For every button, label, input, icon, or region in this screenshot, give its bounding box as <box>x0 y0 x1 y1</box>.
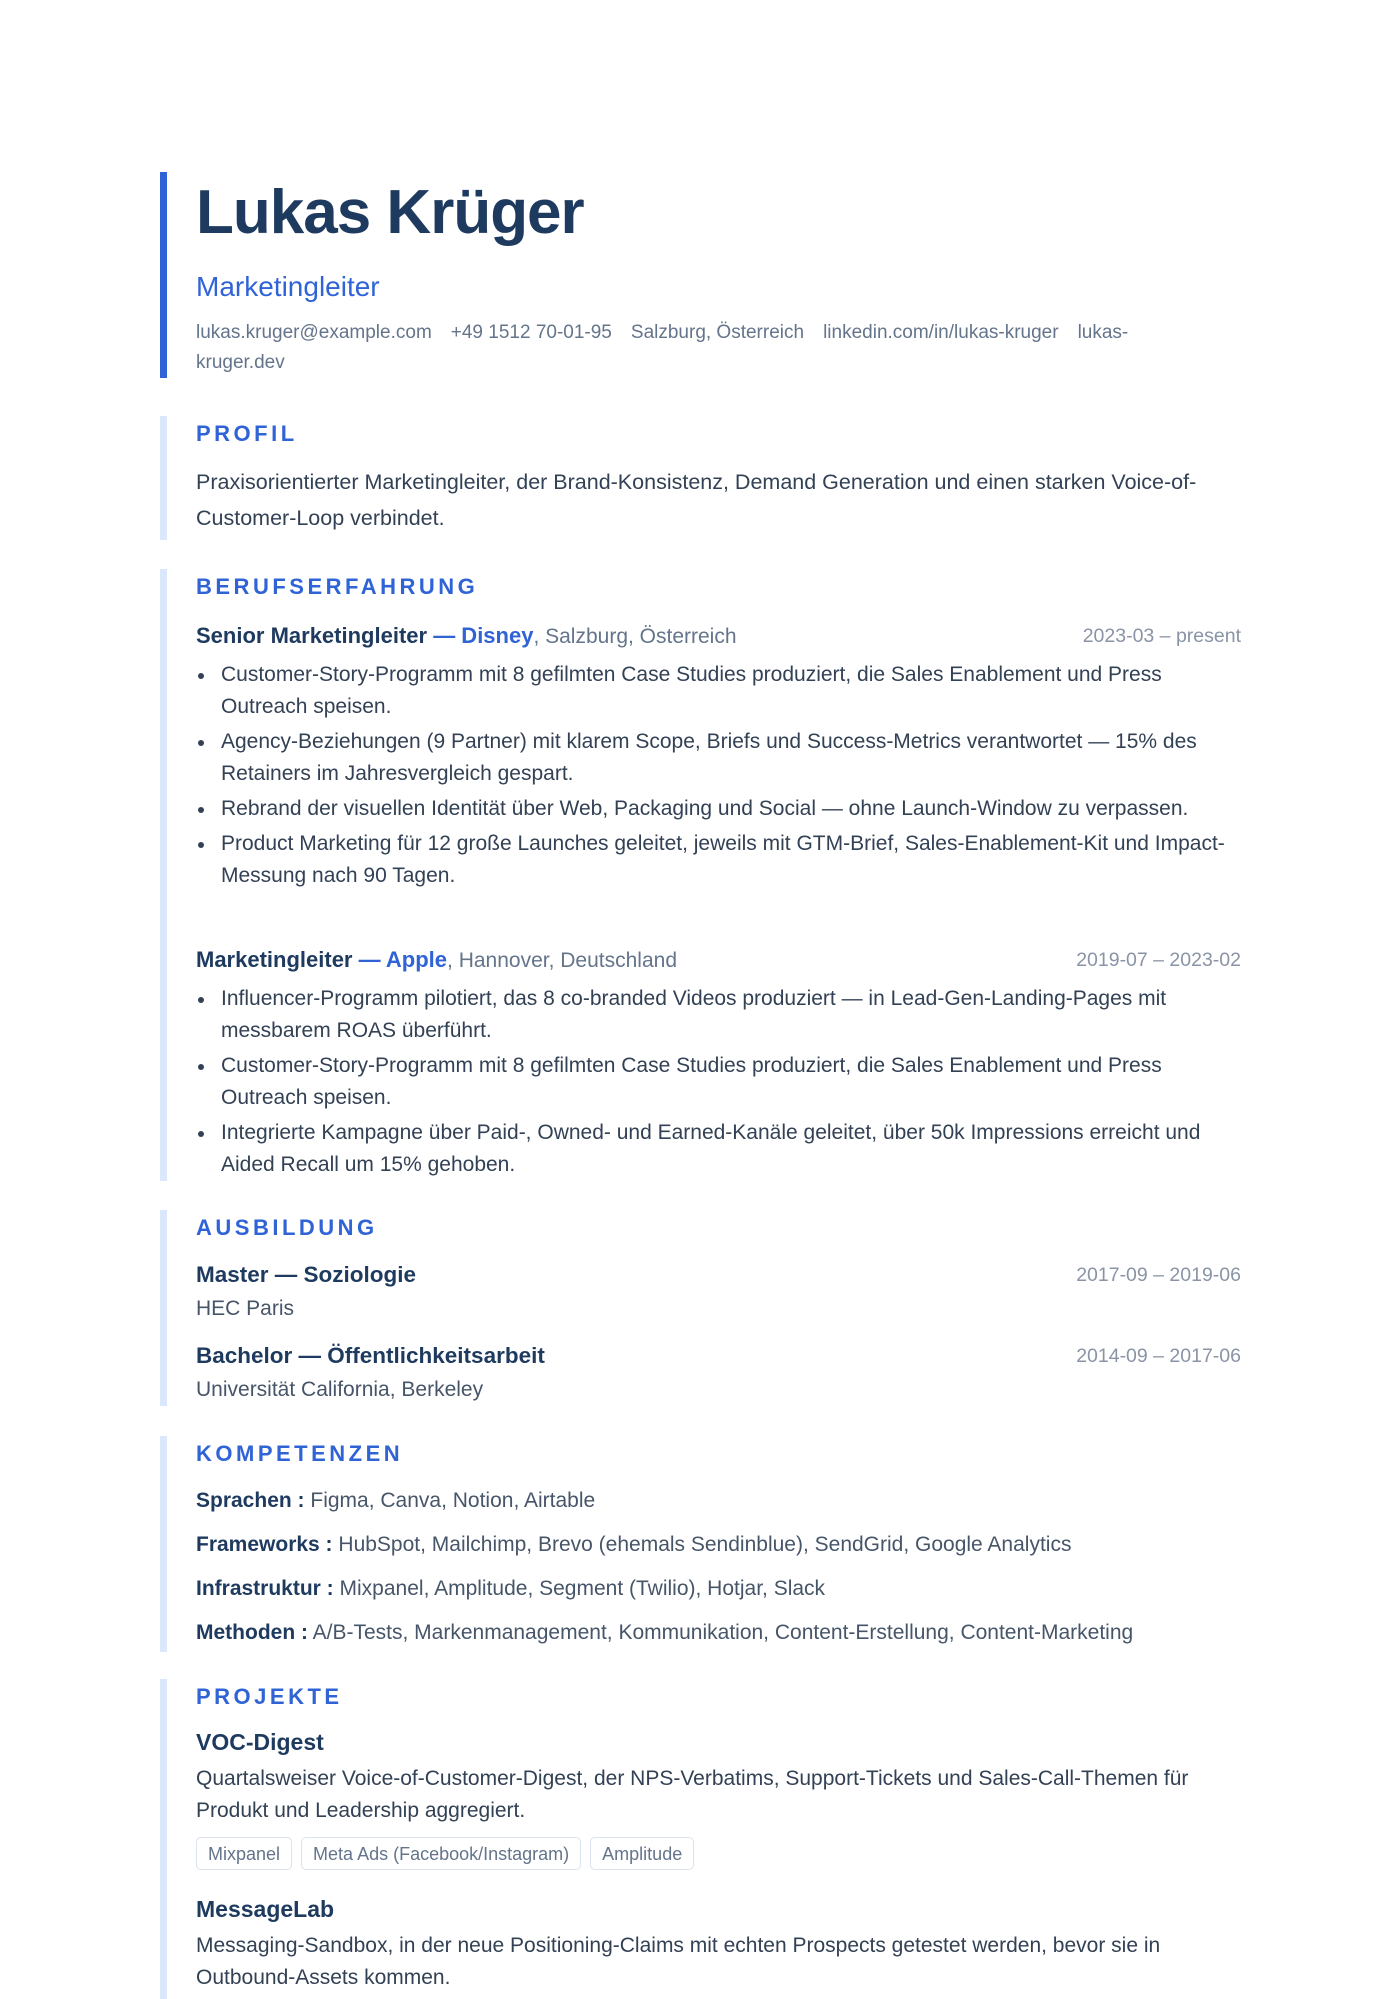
list-item: Customer-Story-Programm mit 8 gefilmten Case Studies produziert, die Sales Enablement und Press Outreach speisen. <box>196 659 1246 723</box>
education-degree: Master — Soziologie <box>196 1262 417 1287</box>
job-dates: 2023-03 – present <box>1082 625 1241 647</box>
education-school: HEC Paris <box>196 1297 295 1320</box>
skills-section <box>160 1436 1240 1652</box>
job-bullets <box>196 659 1246 895</box>
job-header <box>196 945 1241 975</box>
skill-label: Sprachen : <box>196 1489 305 1512</box>
job-bullets <box>196 983 1246 1184</box>
skill-label: Frameworks : <box>196 1533 333 1556</box>
skill-label: Infrastruktur : <box>196 1577 334 1600</box>
skill-row <box>196 1618 1133 1648</box>
tag-chip: Mixpanel <box>196 1837 292 1870</box>
contact-email[interactable]: lukas.kruger@example.com <box>196 322 432 343</box>
list-item: Integrierte Kampagne über Paid-, Owned- und Earned-Kanäle geleitet, über 50k Impressions erreicht und Aided Recall um 15% gehoben. <box>196 1117 1246 1181</box>
skill-value: Figma, Canva, Notion, Airtable <box>304 1489 596 1512</box>
contact-phone[interactable]: +49 1512 70-01-95 <box>450 322 612 343</box>
list-item: Customer-Story-Programm mit 8 gefilmten Case Studies produziert, die Sales Enablement und Press Outreach speisen. <box>196 1050 1246 1114</box>
project-tags <box>196 1837 694 1870</box>
projects-section <box>160 1679 1240 1999</box>
education-school: Universität California, Berkeley <box>196 1378 484 1401</box>
education-section <box>160 1210 1240 1406</box>
list-item: Agency-Beziehungen (9 Partner) mit klarem Scope, Briefs und Success-Metrics verantwortet — 15% des Retainers im Jahresvergleich gespart. <box>196 726 1246 790</box>
job-header <box>196 621 1241 651</box>
education-dates: 2014-09 – 2017-06 <box>1076 1345 1241 1367</box>
profile-text: Praxisorientierter Marketingleiter, der Brand-Konsistenz, Demand Generation und einen starken Voice-of-Customer-Loop verbindet. <box>196 470 1197 530</box>
resume-header <box>160 172 1129 378</box>
project-description: Quartalsweiser Voice-of-Customer-Digest, der NPS-Verbatims, Support-Tickets und Sales-Call-Themen für Produkt und Leadership aggregiert. <box>196 1767 1189 1822</box>
section-title-profile: PROFIL <box>196 421 298 446</box>
candidate-name: Lukas Krüger <box>196 178 584 247</box>
list-item: Product Marketing für 12 große Launches geleitet, jeweils mit GTM-Brief, Sales-Enablement-Kit und Impact-Messung nach 90 Tagen. <box>196 828 1246 892</box>
job-role: Marketingleiter <box>196 947 353 972</box>
job-company: — Apple <box>352 947 448 972</box>
skill-value: Mixpanel, Amplitude, Segment (Twilio), Hotjar, Slack <box>333 1577 826 1600</box>
list-item: Influencer-Programm pilotiert, das 8 co-branded Videos produziert — in Lead-Gen-Landing-Pages mit messbarem ROAS überführt. <box>196 983 1246 1047</box>
contact-website[interactable]: lukas-kruger.dev <box>196 322 1129 373</box>
experience-section <box>160 569 1240 1181</box>
skill-value: A/B-Tests, Markenmanagement, Kommunikation, Content-Erstellung, Content-Marketing <box>307 1621 1134 1644</box>
skill-row <box>196 1530 1071 1560</box>
skill-label: Methoden : <box>196 1621 308 1644</box>
skill-row <box>196 1574 825 1604</box>
job-location: , Hannover, Deutschland <box>447 949 678 972</box>
job-dates: 2019-07 – 2023-02 <box>1076 949 1241 971</box>
profile-section <box>160 416 1240 540</box>
contact-location: Salzburg, Österreich <box>630 322 805 343</box>
skill-value: HubSpot, Mailchimp, Brevo (ehemals Sendinblue), SendGrid, Google Analytics <box>332 1533 1072 1556</box>
education-dates: 2017-09 – 2019-06 <box>1076 1264 1241 1286</box>
job-company: — Disney <box>427 623 534 648</box>
job-title: Marketingleiter <box>196 271 380 302</box>
tag-chip: Amplitude <box>590 1837 694 1870</box>
section-title-experience: BERUFSERFAHRUNG <box>196 574 479 599</box>
education-item <box>196 1341 1241 1371</box>
contact-linkedin[interactable]: linkedin.com/in/lukas-kruger <box>823 322 1059 343</box>
job-role: Senior Marketingleiter <box>196 623 428 648</box>
section-title-projects: PROJEKTE <box>196 1684 343 1709</box>
project-name: MessageLab <box>196 1896 335 1922</box>
tag-chip: Meta Ads (Facebook/Instagram) <box>301 1837 581 1870</box>
skill-row <box>196 1486 595 1516</box>
project-description: Messaging-Sandbox, in der neue Positioning-Claims mit echten Prospects getestet werden, bevor sie in Outbound-Assets kommen. <box>196 1934 1161 1989</box>
education-item <box>196 1260 1241 1290</box>
job-location: , Salzburg, Österreich <box>533 625 737 648</box>
list-item: Rebrand der visuellen Identität über Web, Packaging und Social — ohne Launch-Window zu verpassen. <box>196 793 1246 825</box>
section-title-education: AUSBILDUNG <box>196 1215 378 1240</box>
project-name: VOC-Digest <box>196 1729 324 1755</box>
section-title-skills: KOMPETENZEN <box>196 1441 404 1466</box>
contact-line <box>196 318 1136 378</box>
education-degree: Bachelor — Öffentlichkeitsarbeit <box>196 1343 545 1368</box>
